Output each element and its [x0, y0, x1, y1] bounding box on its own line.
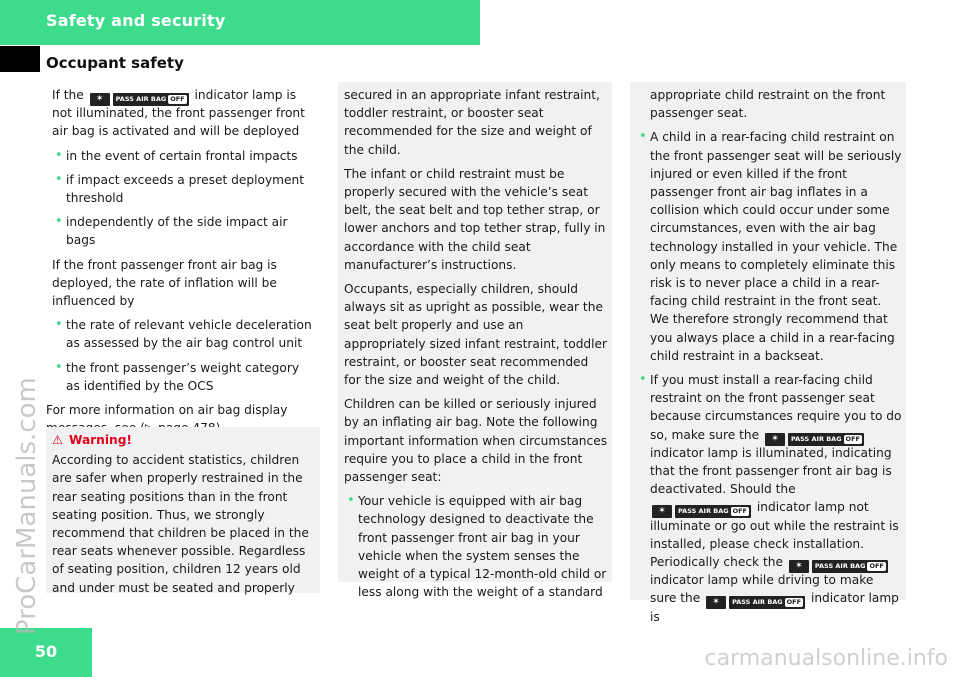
column-3: [630, 82, 906, 624]
column-2: [338, 82, 612, 600]
child-seat-airbag-off-icon: ✶ PASS AIR BAG OFF: [90, 88, 189, 101]
list-item: • if impact exceeds a preset deployment threshold: [52, 171, 316, 207]
paragraph: Occupants, especially children, should always sit as upright as possible, wear the seat belt properly and use an appropriately sized infant restraint, toddler restraint, or booster seat recommended for the size and weight of the child.: [344, 282, 608, 388]
subsection-title: Occupant safety: [46, 54, 184, 72]
child-seat-airbag-off-icon: ✶ PASS AIR BAG OFF: [789, 555, 888, 568]
page-number-box: [0, 628, 92, 677]
list-item: • independently of the side impact air bags: [52, 213, 316, 249]
section-title: Safety and security: [46, 11, 226, 30]
child-seat-airbag-off-icon: ✶ PASS AIR BAG OFF: [765, 428, 864, 441]
paragraph: The infant or child restraint must be properly secured with the vehicle’s seat belt, the seat belt and top tether strap, or lower anchors and top tether strap, fully in accordance with the child seat manufacturer’s instructions.: [344, 166, 606, 272]
column-1: [46, 82, 320, 439]
warning-text: According to accident statistics, children are safer when properly restrained in the rear seating positions than in the front seating position. Thus, we strongly recommend that children be placed in the rear seats whenever possible. Regardless of seating position, children 12 years old and under must be seated and properly: [52, 453, 309, 595]
intro-paragraph: If the ✶ PASS AIR BAG OFF indicator lamp is not illuminated, the front passenger front air bag is activated and will be deployed: [52, 88, 305, 139]
page-number: 50: [34, 642, 58, 661]
list-item: • the rate of relevant vehicle deceleration as assessed by the air bag control unit: [52, 316, 316, 352]
warning-box: [46, 427, 320, 593]
paragraph: If the front passenger front air bag is deployed, the rate of inflation will be influenced by: [52, 257, 277, 309]
list-item: • If you must install a rear-facing child restraint on the front passenger seat because circumstances require you to do so, make sure the ✶ PASS AIR BAG OFF indicator lamp is illuminated, indicating that the front passenger front air bag is deactivated. Should the ✶ PASS AIR BAG OFF indicator lamp not illuminate or go out while the restraint is installed, please check installation. Periodically check the ✶ PASS AIR BAG OFF indicator lamp while driving to make sure the ✶ PASS AIR BAG OFF indicator lamp is: [636, 371, 902, 626]
child-seat-airbag-off-icon: ✶ PASS AIR BAG OFF: [652, 500, 751, 513]
warning-title: Warning!: [68, 433, 132, 447]
side-watermark: ProCarManuals.com: [12, 377, 42, 635]
list-item: • the front passenger’s weight category as identified by the OCS: [52, 359, 316, 395]
paragraph: Children can be killed or seriously injured by an inflating air bag. Note the following important information when circumstances require you to place a child in the front passenger seat:: [344, 397, 608, 485]
list-item: • A child in a rear-facing child restraint on the front passenger seat will be seriously injured or even killed if the front passenger front air bag inflates in a collision which could occur under some circumstances, even with the air bag technology installed in your vehicle. The only means to completely eliminate this risk is to never place a child in a rear-facing child restraint in the front seat. We therefore strongly recommend that you always place a child in a rear-facing child restraint in a backseat.: [636, 128, 902, 365]
list-item: • Your vehicle is equipped with air bag technology designed to deactivate the front passenger front air bag in your vehicle when the system senses the weight of a typical 12-month-old child or less along with the weight of a standard: [344, 492, 608, 601]
paragraph: appropriate child restraint on the front passenger seat.: [650, 88, 886, 121]
section-tab-marker: [0, 46, 40, 72]
child-seat-airbag-off-icon: ✶ PASS AIR BAG OFF: [706, 591, 805, 604]
bottom-watermark: carmanualsonline.info: [704, 646, 948, 671]
list-item: • in the event of certain frontal impacts: [52, 147, 316, 165]
warning-triangle-icon: ⚠: [52, 433, 63, 447]
paragraph: secured in an appropriate infant restraint, toddler restraint, or booster seat recommended for the size and weight of the child.: [344, 88, 600, 157]
page-reference[interactable]: For more information on air bag display: [46, 403, 288, 418]
